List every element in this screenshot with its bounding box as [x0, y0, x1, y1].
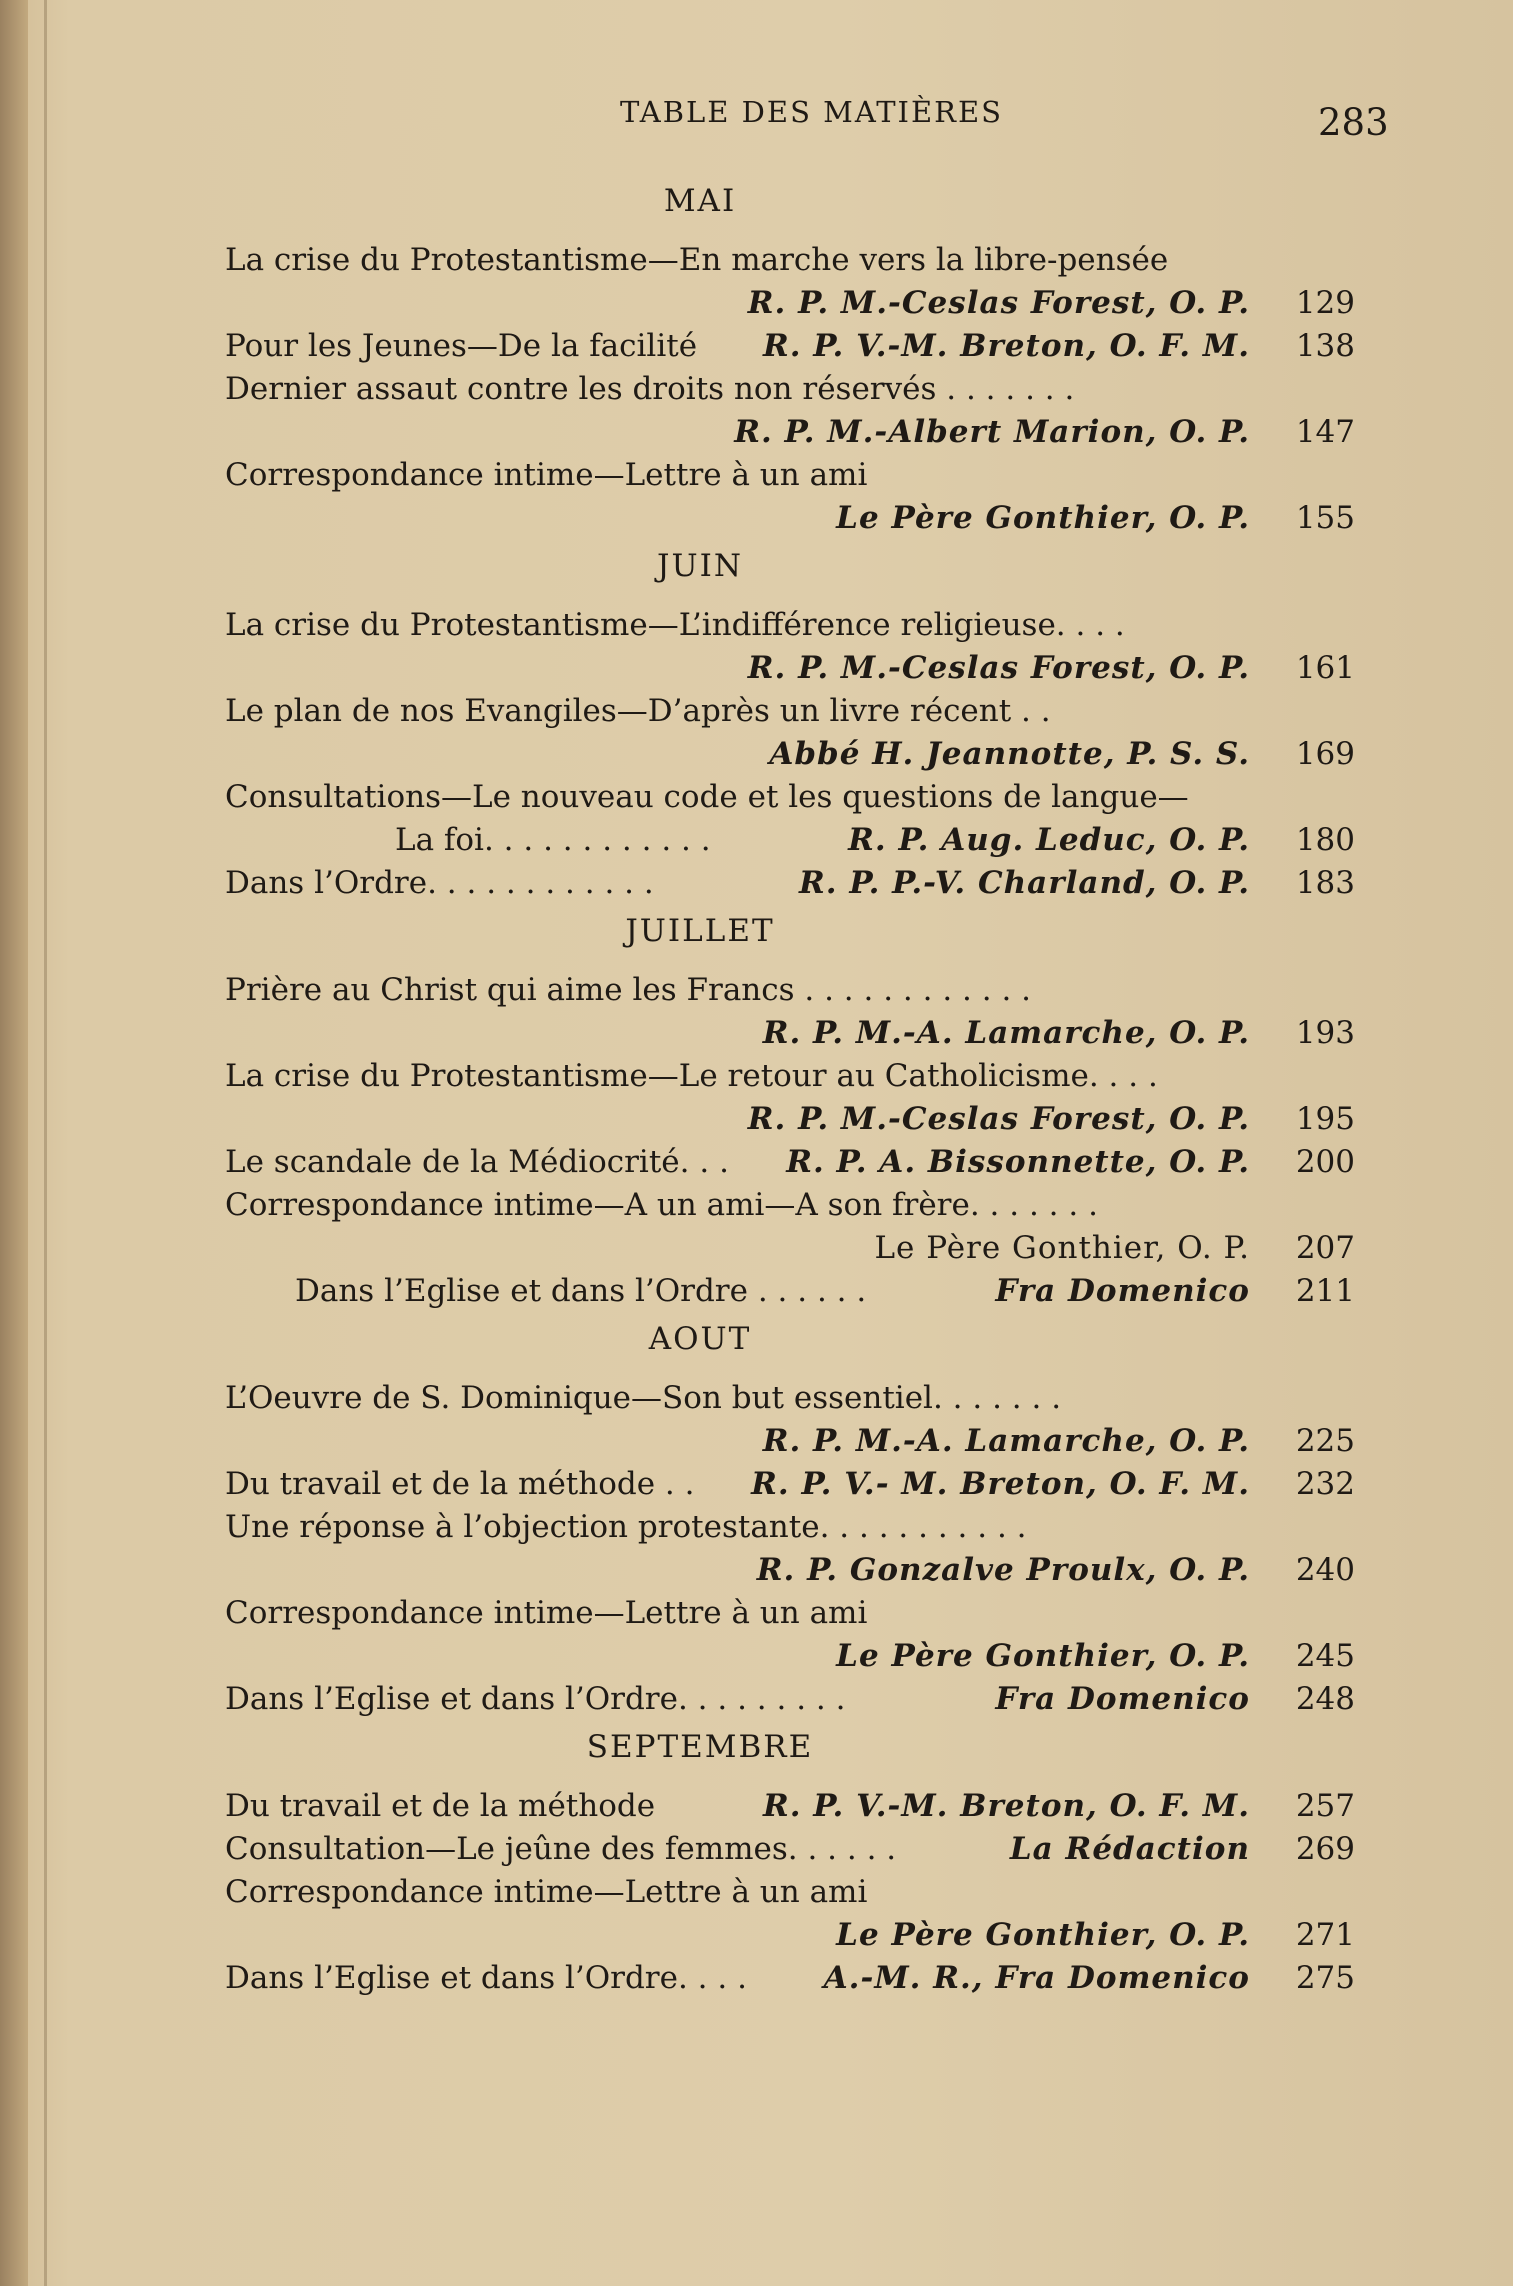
entry-title: Correspondance intime—A un ami—A son frère. . . . . . .: [225, 1187, 1098, 1223]
entry-line: [195, 1785, 1395, 1828]
book-binding: [0, 0, 28, 2286]
toc-entry: [195, 239, 1395, 325]
entry-title: Consultations—Le nouveau code et les questions de langue—: [225, 779, 1189, 815]
entry-author: R. P. A. Bissonnette, O. P.: [786, 1144, 1250, 1180]
entry-page-number: 183: [1295, 865, 1355, 901]
entry-line: [195, 647, 1395, 690]
entry-line: [195, 1377, 1395, 1420]
entry-author: Le Père Gonthier, O. P.: [836, 500, 1250, 536]
entry-author: Le Père Gonthier, O. P.: [874, 1230, 1250, 1266]
month-section: [195, 1721, 1395, 2000]
entry-author: R. P. M.-A. Lamarche, O. P.: [762, 1423, 1250, 1459]
entry-author: R. P. V.-M. Breton, O. F. M.: [762, 1788, 1250, 1824]
toc-entry: [195, 368, 1395, 454]
entry-title: La crise du Protestantisme—En marche vers la libre-pensée: [225, 242, 1169, 278]
toc-entry: [195, 690, 1395, 776]
entry-line: [195, 1914, 1395, 1957]
entry-page-number: 240: [1295, 1552, 1355, 1588]
entry-title: Pour les Jeunes—De la facilité: [225, 328, 698, 364]
month-section: [195, 905, 1395, 1313]
toc-entry: [195, 776, 1395, 862]
entry-page-number: 211: [1295, 1273, 1355, 1309]
entry-title: Correspondance intime—Lettre à un ami: [225, 1874, 868, 1910]
entry-page-number: 147: [1295, 414, 1355, 450]
entry-line: [195, 969, 1395, 1012]
entry-line: [195, 1871, 1395, 1914]
entry-title: La crise du Protestantisme—Le retour au Catholicisme. . . .: [225, 1058, 1158, 1094]
entry-line: [195, 239, 1395, 282]
entry-title: Consultation—Le jeûne des femmes. . . . . .: [225, 1831, 897, 1867]
page-edge-line: [44, 0, 47, 2286]
entry-line: [195, 1549, 1395, 1592]
entry-line: [195, 690, 1395, 733]
entry-author: R. P. P.-V. Charland, O. P.: [799, 865, 1250, 901]
toc-entry: [195, 1377, 1395, 1463]
entry-line: [195, 454, 1395, 497]
page-header: [0, 95, 1513, 155]
month-heading: MAI: [663, 183, 737, 219]
entry-line: [195, 1506, 1395, 1549]
toc-entry: [195, 1055, 1395, 1141]
entry-line: [195, 1678, 1395, 1721]
toc-entry: [195, 1871, 1395, 1957]
entry-author: R. P. M.-Ceslas Forest, O. P.: [747, 650, 1250, 686]
table-of-contents: [195, 175, 1395, 2000]
month-heading: JUILLET: [625, 913, 775, 949]
entry-author: R. P. Aug. Leduc, O. P.: [848, 822, 1250, 858]
entry-author: R. P. M.-A. Lamarche, O. P.: [762, 1015, 1250, 1051]
entry-page-number: 129: [1295, 285, 1355, 321]
entry-author: A.-M. R., Fra Domenico: [823, 1960, 1250, 1996]
entry-line: [195, 1270, 1395, 1313]
entry-line: [195, 862, 1395, 905]
entry-line: [195, 1141, 1395, 1184]
entry-title: Le plan de nos Evangiles—D’après un livre récent . .: [225, 693, 1051, 729]
month-section: [195, 1313, 1395, 1721]
toc-entry: [195, 862, 1395, 905]
toc-entry: [195, 1141, 1395, 1184]
entry-author: R. P. M.-Ceslas Forest, O. P.: [747, 1101, 1250, 1137]
entry-page-number: 180: [1295, 822, 1355, 858]
entry-title: Dans l’Eglise et dans l’Ordre . . . . . .: [295, 1273, 867, 1309]
entry-author: Le Père Gonthier, O. P.: [836, 1638, 1250, 1674]
entry-title: L’Oeuvre de S. Dominique—Son but essentiel. . . . . . .: [225, 1380, 1062, 1416]
toc-entry: [195, 1184, 1395, 1270]
entry-page-number: 257: [1295, 1788, 1355, 1824]
entry-author: R. P. V.- M. Breton, O. F. M.: [751, 1466, 1250, 1502]
entry-line: [195, 368, 1395, 411]
entry-title: Dans l’Eglise et dans l’Ordre. . . .: [225, 1960, 747, 1996]
toc-entry: [195, 1678, 1395, 1721]
entry-line: [195, 1227, 1395, 1270]
page-number: 283: [1318, 101, 1389, 144]
entry-page-number: 155: [1295, 500, 1355, 536]
toc-entry: [195, 1463, 1395, 1506]
entry-author: Fra Domenico: [995, 1681, 1250, 1717]
entry-author: R. P. M.-Ceslas Forest, O. P.: [747, 285, 1250, 321]
toc-entry: [195, 969, 1395, 1055]
entry-page-number: 138: [1295, 328, 1355, 364]
entry-line: [195, 1957, 1395, 2000]
entry-title: Dans l’Ordre. . . . . . . . . . . .: [225, 865, 654, 901]
toc-entry: [195, 604, 1395, 690]
entry-author: R. P. Gonzalve Proulx, O. P.: [756, 1552, 1250, 1588]
entry-page-number: 200: [1295, 1144, 1355, 1180]
entry-author: R. P. V.-M. Breton, O. F. M.: [762, 328, 1250, 364]
entry-title: Correspondance intime—Lettre à un ami: [225, 1595, 868, 1631]
toc-entry: [195, 1785, 1395, 1828]
entry-line: [195, 819, 1395, 862]
toc-entry: [195, 1270, 1395, 1313]
entry-page-number: 232: [1295, 1466, 1355, 1502]
month-heading: JUIN: [657, 548, 743, 584]
entry-author: Le Père Gonthier, O. P.: [836, 1917, 1250, 1953]
entry-author: R. P. M.-Albert Marion, O. P.: [734, 414, 1250, 450]
entry-title: Dans l’Eglise et dans l’Ordre. . . . . . . . .: [225, 1681, 846, 1717]
entry-author: Abbé H. Jeannotte, P. S. S.: [769, 736, 1250, 772]
entry-title: Correspondance intime—Lettre à un ami: [225, 457, 868, 493]
entry-line: [195, 1184, 1395, 1227]
entry-title: Prière au Christ qui aime les Francs . . . . . . . . . . . .: [225, 972, 1032, 1008]
entry-line: [195, 1463, 1395, 1506]
entry-line: [195, 1055, 1395, 1098]
entry-page-number: 275: [1295, 1960, 1355, 1996]
entry-title: Une réponse à l’objection protestante. . . . . . . . . . .: [225, 1509, 1027, 1545]
entry-line: [195, 604, 1395, 647]
entry-title: La crise du Protestantisme—L’indifférence religieuse. . . .: [225, 607, 1125, 643]
entry-title: Le scandale de la Médiocrité. . .: [225, 1144, 729, 1180]
entry-line: [195, 282, 1395, 325]
entry-title: Dernier assaut contre les droits non réservés . . . . . . .: [225, 371, 1075, 407]
entry-line: [195, 1592, 1395, 1635]
entry-title-continuation: La foi. . . . . . . . . . . .: [395, 822, 711, 858]
toc-entry: [195, 1592, 1395, 1678]
entry-title: Du travail et de la méthode: [225, 1788, 656, 1824]
entry-page-number: 161: [1295, 650, 1355, 686]
entry-page-number: 169: [1295, 736, 1355, 772]
entry-line: [195, 1012, 1395, 1055]
month-section: [195, 175, 1395, 540]
entry-page-number: 225: [1295, 1423, 1355, 1459]
entry-page-number: 269: [1295, 1831, 1355, 1867]
entry-page-number: 195: [1295, 1101, 1355, 1137]
entry-line: [195, 411, 1395, 454]
entry-author: Fra Domenico: [995, 1273, 1250, 1309]
entry-page-number: 193: [1295, 1015, 1355, 1051]
entry-line: [195, 776, 1395, 819]
entry-page-number: 207: [1295, 1230, 1355, 1266]
entry-title: Du travail et de la méthode . .: [225, 1466, 695, 1502]
month-heading: AOUT: [648, 1321, 752, 1357]
entry-line: [195, 497, 1395, 540]
toc-entry: [195, 1957, 1395, 2000]
entry-page-number: 248: [1295, 1681, 1355, 1717]
toc-entry: [195, 1506, 1395, 1592]
toc-entry: [195, 325, 1395, 368]
entry-line: [195, 733, 1395, 776]
entry-line: [195, 1828, 1395, 1871]
entry-author: La Rédaction: [1009, 1831, 1250, 1867]
entry-line: [195, 1098, 1395, 1141]
entry-page-number: 271: [1295, 1917, 1355, 1953]
entry-line: [195, 1635, 1395, 1678]
toc-entry: [195, 1828, 1395, 1871]
entry-line: [195, 1420, 1395, 1463]
running-title: TABLE DES MATIÈRES: [620, 95, 1004, 129]
entry-line: [195, 325, 1395, 368]
month-heading: SEPTEMBRE: [586, 1729, 814, 1765]
entry-page-number: 245: [1295, 1638, 1355, 1674]
toc-entry: [195, 454, 1395, 540]
month-section: [195, 540, 1395, 905]
